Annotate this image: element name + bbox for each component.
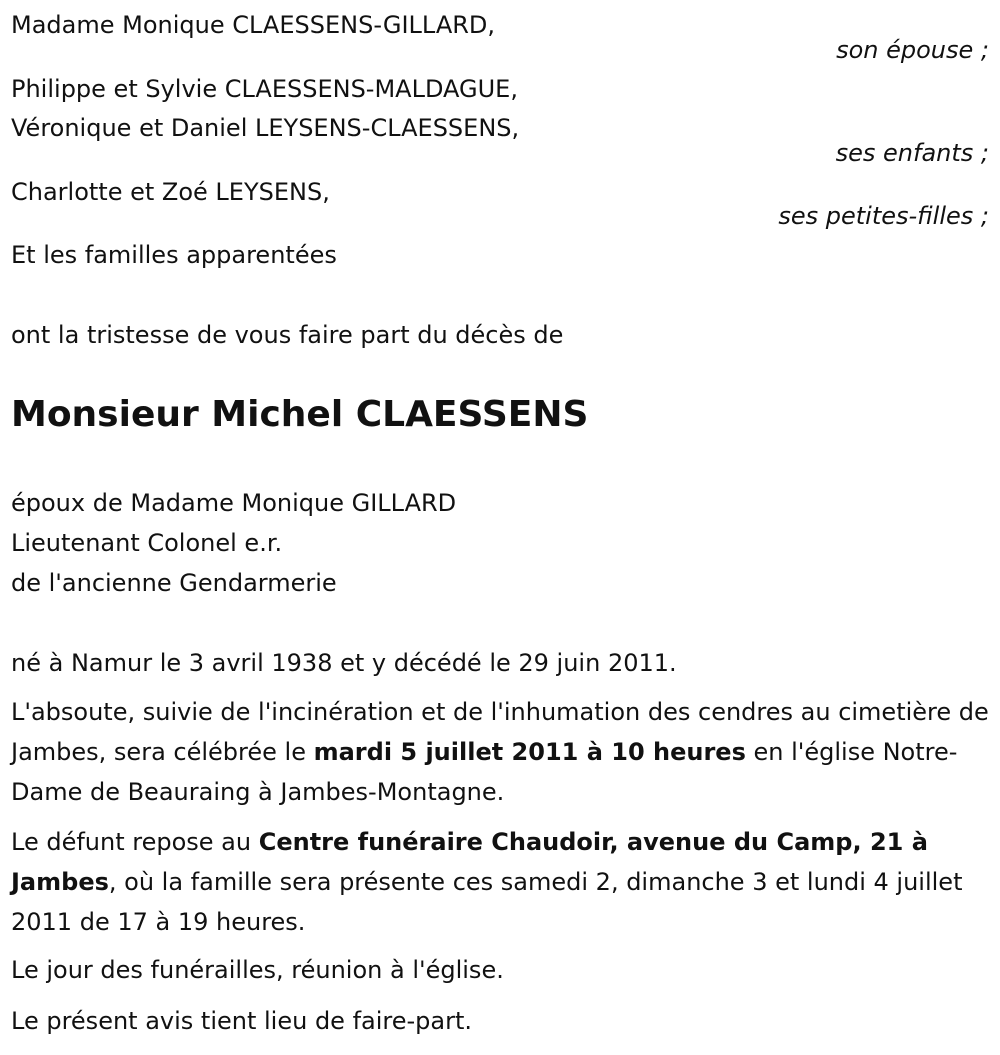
grandchildren-role: ses petites-filles ; — [778, 202, 989, 230]
funeral-day-line: Le jour des funérailles, réunion à l'église. — [11, 956, 504, 984]
birth-death-line: né à Namur le 3 avril 1938 et y décédé le 29 juin 2011. — [11, 649, 677, 677]
spouse-name: Madame Monique CLAESSENS-GILLARD, — [11, 11, 496, 39]
deceased-detail-1: époux de Madame Monique GILLARD — [11, 489, 457, 517]
spouse-role: son épouse ; — [836, 36, 989, 64]
ceremony-text-after: en l'église Notre-Dame de Beauraing à Jambes-Montagne. — [11, 738, 958, 806]
rest-place: Centre funéraire Chaudoir, avenue du Camp, 21 à Jambes — [11, 828, 928, 896]
announcement-line: ont la tristesse de vous faire part du décès de — [11, 321, 564, 349]
grandchildren-line: Charlotte et Zoé LEYSENS, — [11, 178, 330, 206]
child-line-1: Philippe et Sylvie CLAESSENS-MALDAGUE, — [11, 75, 518, 103]
rest-text-after: , où la famille sera présente ces samedi 2, dimanche 3 et lundi 4 juillet 2011 de 17 à 19 heures. — [11, 868, 963, 936]
obituary-notice — [11, 0, 989, 1055]
ceremony-date: mardi 5 juillet 2011 à 10 heures — [313, 738, 746, 766]
children-role: ses enfants ; — [835, 139, 989, 167]
deceased-detail-3: de l'ancienne Gendarmerie — [11, 569, 337, 597]
deceased-name: Monsieur Michel CLAESSENS — [11, 394, 589, 435]
ceremony-paragraph — [11, 692, 989, 812]
rest-paragraph — [11, 822, 989, 942]
ceremony-text-before: L'absoute, suivie de l'incinération et de l'inhumation des cendres au cimetière de Jambes, sera célébrée le — [11, 698, 989, 766]
relatives-line: Et les familles apparentées — [11, 241, 337, 269]
child-line-2: Véronique et Daniel LEYSENS-CLAESSENS, — [11, 114, 520, 142]
rest-text-before: Le défunt repose au — [11, 828, 259, 856]
deceased-detail-2: Lieutenant Colonel e.r. — [11, 529, 283, 557]
notice-line: Le présent avis tient lieu de faire-part. — [11, 1007, 473, 1035]
